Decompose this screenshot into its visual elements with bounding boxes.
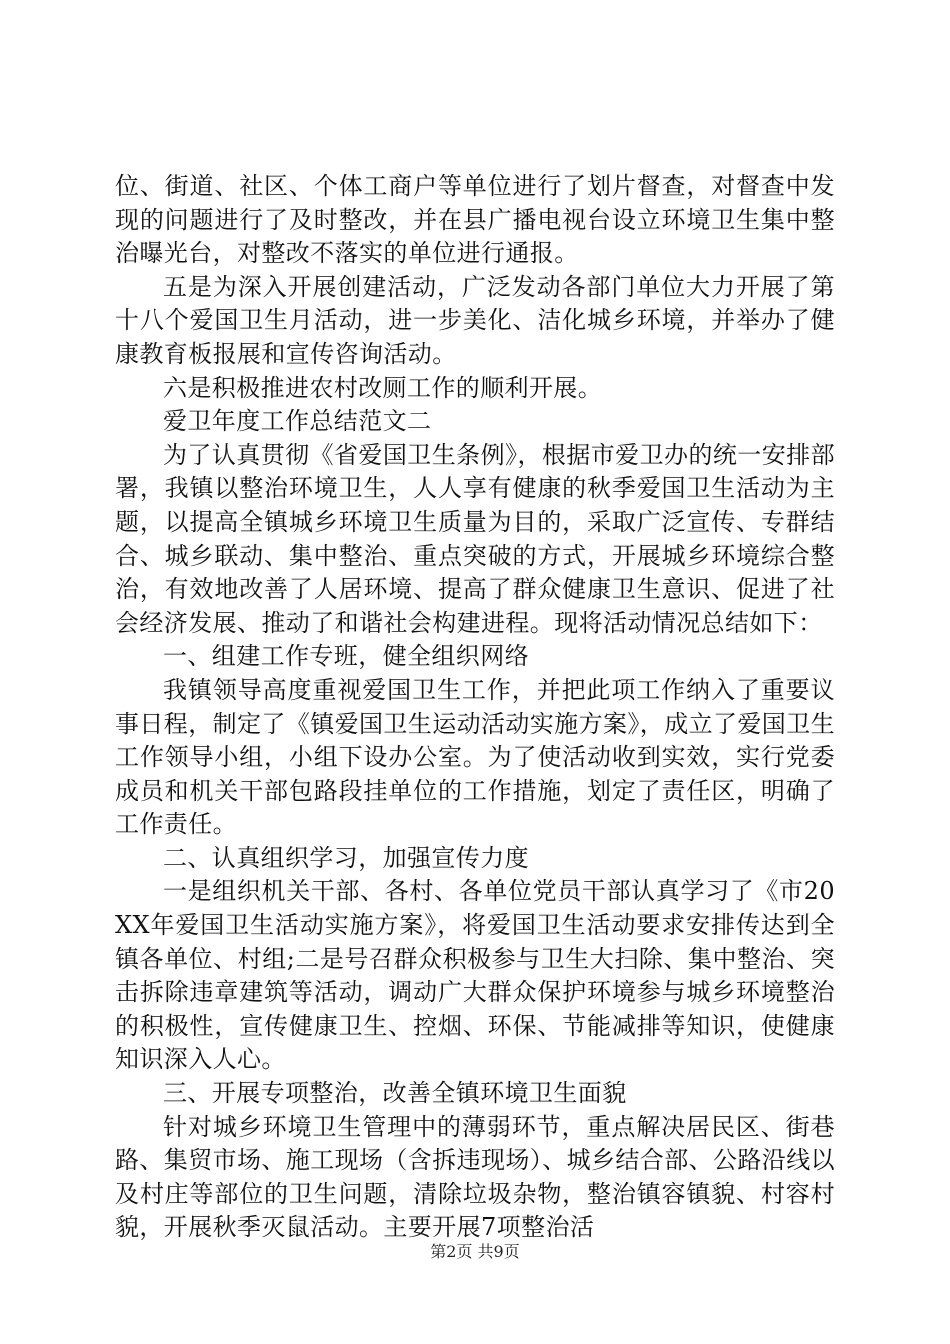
paragraph-organization: 我镇领导高度重视爱国卫生工作，并把此项工作纳入了重要议事日程，制定了《镇爱国卫生运动活动实施方案》，成立了爱国卫生工作领导小组，小组下设办公室。为了使活动收到实效，实行党委成员和机关干部包路段挂单位的工作措施，划定了责任区，明确了工作责任。 [115,675,835,839]
paragraph-item-five: 五是为深入开展创建活动，广泛发动各部门单位大力开展了第十八个爱国卫生月活动，进一步美化、洁化城乡环境，并举办了健康教育板报展和宣传咨询活动。 [115,272,835,368]
paragraph-item-six: 六是积极推进农村改厕工作的顺利开展。 [163,373,603,402]
document-body [115,170,835,1245]
section-title-sample-two: 爱卫年度工作总结范文二 [163,407,432,436]
paragraph-special-rectification: 针对城乡环境卫生管理中的薄弱环节，重点解决居民区、街巷路、集贸市场、施工现场（含拆违现场）、城乡结合部、公路沿线以及村庄等部位的卫生问题，清除垃圾杂物，整治镇容镇貌、村容村貌，开展秋季灭鼠活动。主要开展7项整治活 [115,1112,835,1242]
paragraph-intro: 为了认真贯彻《省爱国卫生条例》，根据市爱卫办的统一安排部署，我镇以整治环境卫生，人人享有健康的秋季爱国卫生活动为主题，以提高全镇城乡环境卫生质量为目的，采取广泛宣传、专群结合、城乡联动、集中整治、重点突破的方式，开展城乡环境综合整治，有效地改善了人居环境、提高了群众健康卫生意识、促进了社会经济发展、推动了和谐社会构建进程。现将活动情况总结如下： [115,440,835,637]
heading-one: 一、组建工作专班，健全组织网络 [163,642,529,671]
paragraph-study-publicity: 一是组织机关干部、各村、各单位党员干部认真学习了《市20XX年爱国卫生活动实施方案》，将爱国卫生活动要求安排传达到全镇各单位、村组;二是号召群众积极参与卫生大扫除、集中整治、突击拆除违章建筑等活动，调动广大群众保护环境参与城乡环境整治的积极性，宣传健康卫生、控烟、环保、节能减排等知识，使健康知识深入人心。 [115,877,835,1074]
paragraph-continuation: 位、街道、社区、个体工商户等单位进行了划片督查，对督查中发现的问题进行了及时整改，并在县广播电视台设立环境卫生集中整治曝光台，对整改不落实的单位进行通报。 [115,172,835,268]
heading-three: 三、开展专项整治，改善全镇环境卫生面貌 [163,1079,627,1108]
page-footer: 第2页 共9页 [430,1242,520,1261]
heading-two: 二、认真组织学习，加强宣传力度 [163,843,529,872]
